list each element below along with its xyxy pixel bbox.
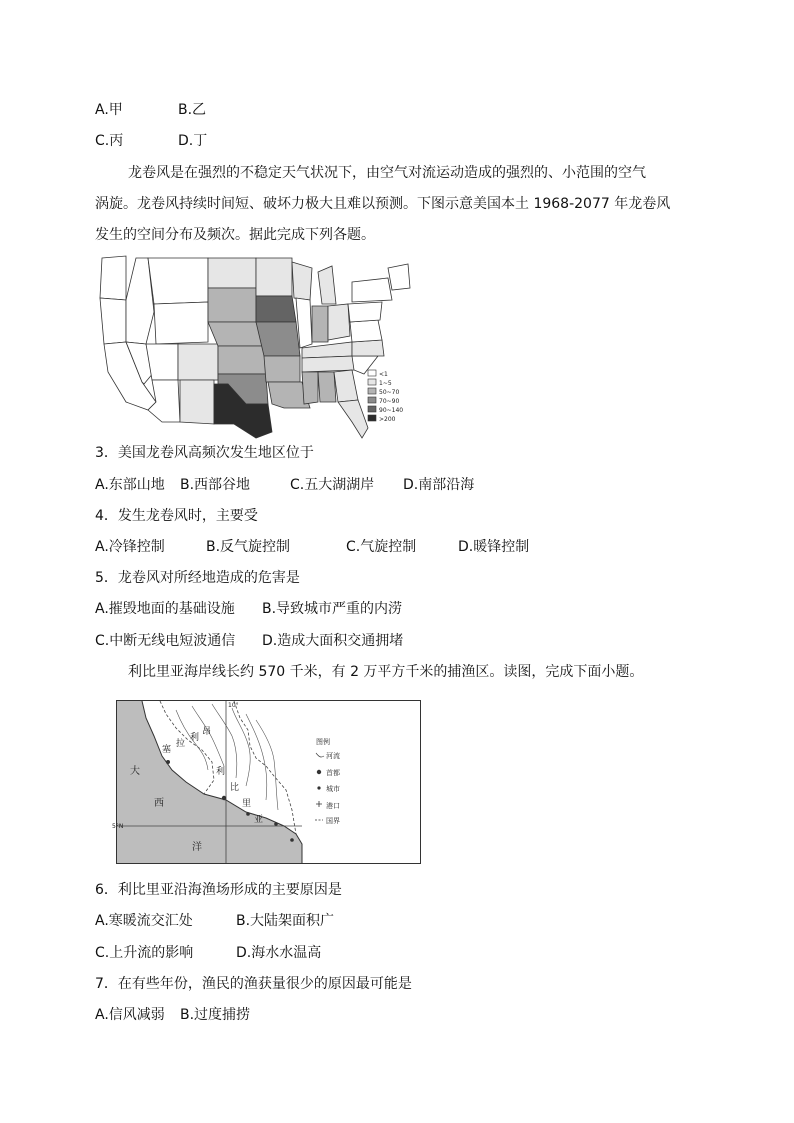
state-al xyxy=(318,372,336,402)
legend-label: 1~5 xyxy=(379,380,392,387)
state-tn xyxy=(302,356,354,372)
q5-option-a: A.摧毁地面的基础设施 xyxy=(95,601,235,617)
question-5-stem: 5．龙卷风对所经地造成的危害是 xyxy=(95,570,300,586)
ocean-label-3: 洋 xyxy=(192,842,202,853)
state-wy xyxy=(154,302,208,344)
liberia-2: 比 xyxy=(230,783,240,793)
q7-option-b: B.过度捕捞 xyxy=(180,1007,251,1023)
liberia-map xyxy=(112,700,421,864)
legend-item-city: 城市 xyxy=(326,785,340,793)
state-mt xyxy=(148,258,208,304)
state-or xyxy=(100,298,126,344)
liberia-1: 利 xyxy=(216,767,226,777)
state-ms xyxy=(302,372,318,404)
ocean-label-2: 西 xyxy=(154,798,164,809)
state-nc xyxy=(352,340,384,356)
state-wi xyxy=(292,262,312,300)
state-wa xyxy=(100,256,126,300)
question-7-stem: 7．在有些年份，渔民的渔获量很少的原因最可能是 xyxy=(95,976,412,992)
q4-option-b: B.反气旋控制 xyxy=(206,539,291,555)
legend-label: >200 xyxy=(379,416,396,423)
legend-item-border: 国界 xyxy=(326,817,340,825)
q3-option-c: C.五大湖湖岸 xyxy=(290,477,375,493)
state-mn xyxy=(256,258,292,296)
sierra-leone-2: 拉 xyxy=(176,739,186,749)
us-tornado-map xyxy=(96,252,414,438)
legend-label: 70~90 xyxy=(379,398,400,405)
state-ne xyxy=(208,322,264,346)
question-4-stem: 4．发生龙卷风时，主要受 xyxy=(95,508,258,524)
q6-option-d: D.海水水温高 xyxy=(236,945,322,961)
passage1-line1: 龙卷风是在强烈的不稳定天气状况下，由空气对流运动造成的强烈的、小范围的空气 xyxy=(128,165,646,181)
q7-option-a: A.信风减弱 xyxy=(95,1007,165,1023)
q4-option-a: A.冷锋控制 xyxy=(95,539,165,555)
q6-option-c: C.上升流的影响 xyxy=(95,945,194,961)
state-sd xyxy=(208,288,256,322)
legend-label: <1 xyxy=(379,371,388,378)
sierra-leone-1: 塞 xyxy=(162,745,172,755)
state-oh xyxy=(328,304,350,340)
legend-label: 50~70 xyxy=(379,389,400,396)
state-ny xyxy=(352,278,392,302)
longitude-label: 10° xyxy=(228,702,239,709)
state-co xyxy=(178,344,218,380)
q3-option-d: D.南部沿海 xyxy=(403,477,475,493)
liberia-3: 里 xyxy=(242,799,252,809)
liberia-4: 亚 xyxy=(254,815,264,825)
state-nm xyxy=(180,380,214,424)
q5-option-c: C.中断无线电短波通信 xyxy=(95,633,236,649)
q4-option-c: C.气旋控制 xyxy=(346,539,417,555)
option-a: A.甲 xyxy=(95,102,123,118)
state-pa xyxy=(348,302,382,322)
legend-item-river: 河流 xyxy=(326,752,340,760)
passage1-line2: 涡旋。龙卷风持续时间短、破坏力极大且难以预测。下图示意美国本土 1968-2077 年龙卷风 xyxy=(95,196,671,212)
sierra-leone-3: 利 xyxy=(190,733,200,743)
state-ne-us xyxy=(388,264,410,290)
question-6-stem: 6．利比里亚沿海渔场形成的主要原因是 xyxy=(95,882,342,898)
legend-label: 90~140 xyxy=(379,407,404,414)
state-ar xyxy=(264,356,300,382)
state-nd xyxy=(208,258,256,288)
state-ut xyxy=(146,344,178,380)
passage1-line3: 发生的空间分布及频次。据此完成下列各题。 xyxy=(95,227,375,243)
legend-title: 图例 xyxy=(316,738,330,746)
state-ia xyxy=(256,296,296,322)
sierra-leone-4: 昂 xyxy=(202,727,212,737)
q6-option-b: B.大陆架面积广 xyxy=(236,913,335,929)
legend-item-port: 港口 xyxy=(326,802,340,810)
legend-item-capital: 首都 xyxy=(326,769,340,777)
q3-option-a: A.东部山地 xyxy=(95,477,165,493)
state-va xyxy=(350,320,382,342)
passage2-line1: 利比里亚海岸线长约 570 千米，有 2 万平方千米的捕渔区。读图，完成下面小题。 xyxy=(128,664,644,680)
option-c: C.丙 xyxy=(95,133,124,149)
q5-option-b: B.导致城市严重的内涝 xyxy=(262,601,403,617)
latitude-label: 5°N xyxy=(112,823,124,830)
state-mo xyxy=(256,322,300,356)
q4-option-d: D.暖锋控制 xyxy=(458,539,530,555)
q6-option-a: A.寒暖流交汇处 xyxy=(95,913,193,929)
question-3-stem: 3．美国龙卷风高频次发生地区位于 xyxy=(95,445,314,461)
q5-option-d: D.造成大面积交通拥堵 xyxy=(262,633,404,649)
option-b: B.乙 xyxy=(178,102,207,118)
state-in xyxy=(312,306,328,342)
option-d: D.丁 xyxy=(178,133,208,149)
ocean-label-1: 大 xyxy=(130,766,140,777)
q3-option-b: B.西部谷地 xyxy=(180,477,251,493)
state-ks xyxy=(218,346,266,374)
